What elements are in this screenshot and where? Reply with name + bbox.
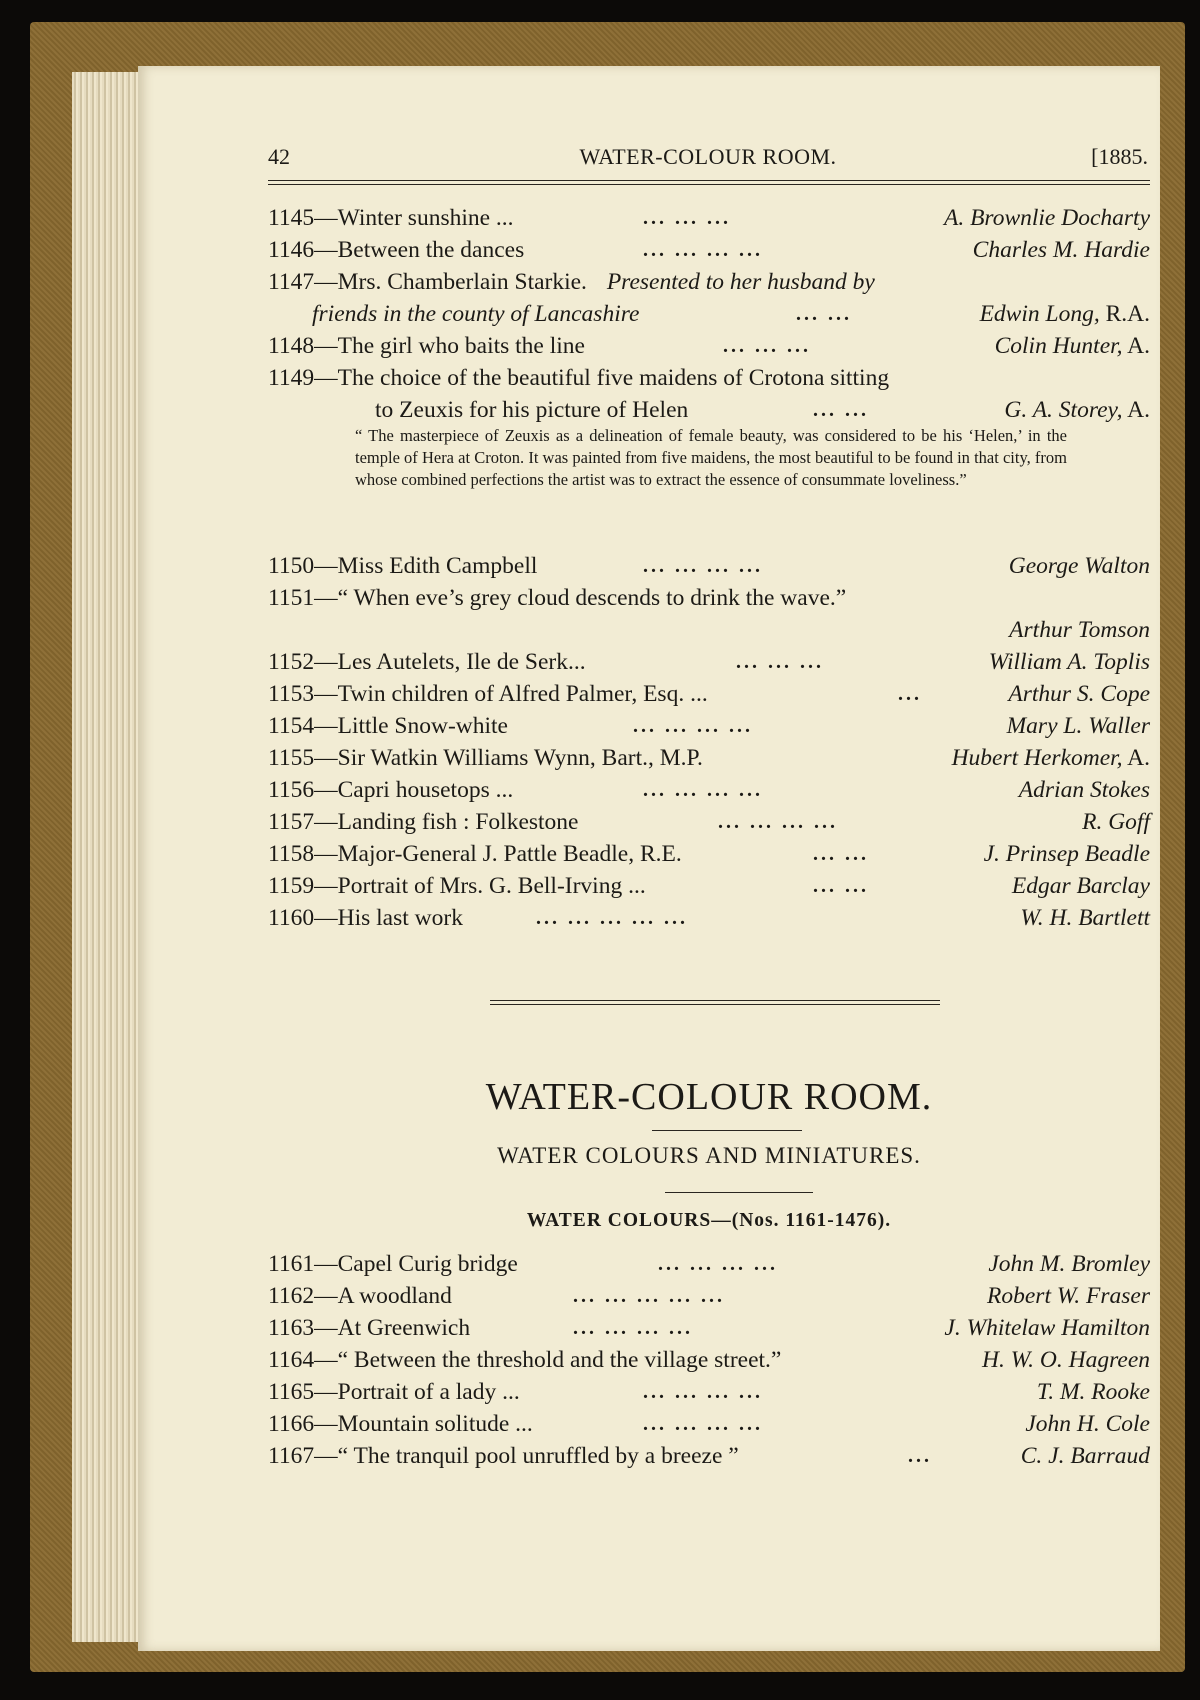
leader-dots: ... ... ... ... <box>633 715 753 737</box>
leader-dots: ... ... ... ... ... <box>536 907 688 929</box>
entry-title: 1166—Mountain solitude ... <box>268 1411 533 1437</box>
entry-presented: Presented to her husband by <box>606 269 875 295</box>
catalogue-entry <box>268 806 1150 838</box>
entry-title: 1146—Between the dances <box>268 237 525 263</box>
entry-artist: Adrian Stokes <box>1018 777 1150 803</box>
catalogue-entry <box>268 1280 1150 1312</box>
page-edges <box>72 72 142 1642</box>
section-subtitle: WATER COLOURS AND MINIATURES. <box>497 1143 921 1168</box>
entry-artist: Colin Hunter, <box>994 333 1123 359</box>
entry-artist: John H. Cole <box>1025 1411 1150 1437</box>
entry-title: 1158—Major-General J. Pattle Beadle, R.E. <box>268 841 682 867</box>
entry-artist: John M. Bromley <box>988 1251 1150 1277</box>
entry-artist-suffix: R.A. <box>1099 301 1150 327</box>
catalogue-entry <box>268 1312 1150 1344</box>
catalogue-entry-1151 <box>268 582 1150 646</box>
catalogue-entry-1148 <box>268 330 1150 362</box>
entry-title: 1164—“ Between the threshold and the village street.” <box>268 1347 782 1373</box>
leader-dots: ... ... ... ... <box>643 779 763 801</box>
subsection-heading: WATER COLOURS—(Nos. 1161-1476). <box>526 1210 892 1231</box>
entry-title: 1157—Landing fish : Folkestone <box>268 809 579 835</box>
leader-dots: ... ... ... ... <box>643 1413 763 1435</box>
subtitle-rule <box>665 1192 813 1193</box>
entry-artist: J. Whitelaw Hamilton <box>944 1315 1150 1341</box>
entry-title: 1162—A woodland <box>268 1283 452 1309</box>
leader-dots: ... ... ... ... <box>643 1381 763 1403</box>
entry-artist: Charles M. Hardie <box>972 237 1150 263</box>
entry-artist: W. H. Bartlett <box>1020 905 1150 931</box>
catalogue-entry <box>268 202 1150 234</box>
entry-title: 1145—Winter sunshine ... <box>268 205 514 231</box>
entry-title: 1148—The girl who baits the line <box>268 333 585 359</box>
entry-title: 1150—Miss Edith Campbell <box>268 553 538 579</box>
entry-title: 1165—Portrait of a lady ... <box>268 1379 520 1405</box>
entry-artist: C. J. Barraud <box>1020 1443 1150 1469</box>
entry-artist: George Walton <box>1008 553 1150 579</box>
running-head <box>268 140 1148 180</box>
entry-title-continued: to Zeuxis for his picture of Helen <box>375 397 689 423</box>
catalogue-entry <box>268 1408 1150 1440</box>
entry-artist: Hubert Herkomer, <box>951 745 1123 771</box>
entry-artist: Edwin Long, <box>979 301 1100 327</box>
catalogue-entry <box>268 1248 1150 1280</box>
leader-dots: ... ... ... ... <box>643 239 763 261</box>
leader-dots: ... ... ... ... <box>573 1317 693 1339</box>
page-number: 42 <box>268 144 290 169</box>
leader-dots: ... ... ... ... <box>658 1253 778 1275</box>
leader-dots: ... ... <box>813 843 869 865</box>
title-rule <box>652 1130 802 1131</box>
catalogue-entry <box>268 870 1150 902</box>
entry-title: 1147—Mrs. Chamberlain Starkie. <box>268 269 587 295</box>
entry-title-continued: friends in the county of Lancashire <box>312 301 640 327</box>
entry-artist: T. M. Rooke <box>1036 1379 1150 1405</box>
catalogue-entry <box>268 678 1150 710</box>
catalogue-entry <box>268 550 1150 582</box>
catalogue-entry <box>268 710 1150 742</box>
entry-title: 1149—The choice of the beautiful five maidens of Crotona sitting <box>268 365 890 391</box>
entry-artist: Arthur Tomson <box>1009 617 1150 643</box>
catalogue-list-top <box>268 202 1150 266</box>
entry-title: 1161—Capel Curig bridge <box>268 1251 518 1277</box>
entry-title: 1152—Les Autelets, Ile de Serk... <box>268 649 586 675</box>
catalogue-list-mid <box>268 550 1150 582</box>
entry-quotation: “ The masterpiece of Zeuxis as a delineation of female beauty, was considered to be his ‘Helen,’ in the temple of Hera at Croton. It was painted from five maidens, the most beautiful to be found in that city, from whose combined perfections the artist was to extract the essence of consummate loveliness.” <box>355 426 1067 489</box>
entry-artist: Mary L. Waller <box>1006 713 1150 739</box>
catalogue-entry <box>268 774 1150 806</box>
catalogue-list-bottom <box>268 646 1150 934</box>
leader-dots: ... ... <box>796 303 852 325</box>
running-head-title: WATER-COLOUR ROOM. <box>579 144 837 169</box>
catalogue-entry <box>268 1440 1150 1472</box>
entry-artist: Robert W. Fraser <box>987 1283 1150 1309</box>
entry-artist: Arthur S. Cope <box>1008 681 1150 707</box>
leader-dots: ... ... ... <box>643 207 731 229</box>
entry-artist: H. W. O. Hagreen <box>982 1347 1150 1373</box>
entry-title: 1154—Little Snow-white <box>268 713 508 739</box>
section-title: WATER-COLOUR ROOM. <box>485 1076 933 1118</box>
entry-title: 1153—Twin children of Alfred Palmer, Esq. ... <box>268 681 708 707</box>
catalogue-entry <box>268 646 1150 678</box>
leader-dots: ... <box>898 683 922 705</box>
leader-dots: ... <box>908 1445 932 1467</box>
entry-title: 1163—At Greenwich <box>268 1315 471 1341</box>
leader-dots: ... ... <box>813 399 869 421</box>
entry-title: 1151—“ When eve’s grey cloud descends to drink the wave.” <box>268 585 847 611</box>
section-divider <box>490 1000 940 1005</box>
catalogue-entry <box>268 902 1150 934</box>
leader-dots: ... ... ... ... ... <box>573 1285 725 1307</box>
entry-title: 1156—Capri housetops ... <box>268 777 514 803</box>
entry-artist-suffix: A. <box>1122 397 1150 423</box>
entry-title: 1155—Sir Watkin Williams Wynn, Bart., M.P. <box>268 745 703 771</box>
catalogue-entry-1147 <box>268 266 1150 330</box>
entry-title: 1167—“ The tranquil pool unruffled by a breeze ” <box>268 1443 739 1469</box>
leader-dots: ... ... ... <box>723 335 811 357</box>
entry-artist: J. Prinsep Beadle <box>983 841 1150 867</box>
entry-artist: A. Brownlie Docharty <box>943 205 1150 231</box>
running-head-year: [1885. <box>1091 144 1148 169</box>
entry-artist: Edgar Barclay <box>1011 873 1150 899</box>
entry-artist-suffix: A. <box>1122 333 1150 359</box>
leader-dots: ... ... ... ... <box>643 555 763 577</box>
catalogue-entry-1149 <box>268 362 1150 426</box>
catalogue-entry <box>268 234 1150 266</box>
entry-artist: G. A. Storey, <box>1004 397 1123 423</box>
catalogue-entry <box>268 838 1150 870</box>
entry-title: 1160—His last work <box>268 905 463 931</box>
catalogue-entry <box>268 1344 1150 1376</box>
catalogue-list-watercolours <box>268 1248 1150 1472</box>
leader-dots: ... ... ... ... <box>718 811 838 833</box>
entry-artist: William A. Toplis <box>988 649 1150 675</box>
leader-dots: ... ... ... <box>736 651 824 673</box>
entry-title: 1159—Portrait of Mrs. G. Bell-Irving ... <box>268 873 646 899</box>
leader-dots: ... ... <box>813 875 869 897</box>
header-rule <box>268 180 1150 185</box>
catalogue-entry <box>268 1376 1150 1408</box>
catalogue-entry: 1155—Sir Watkin Williams Wynn, Bart., M.P. Hubert Herkomer, A. <box>268 742 1150 774</box>
entry-artist: R. Goff <box>1082 809 1150 835</box>
